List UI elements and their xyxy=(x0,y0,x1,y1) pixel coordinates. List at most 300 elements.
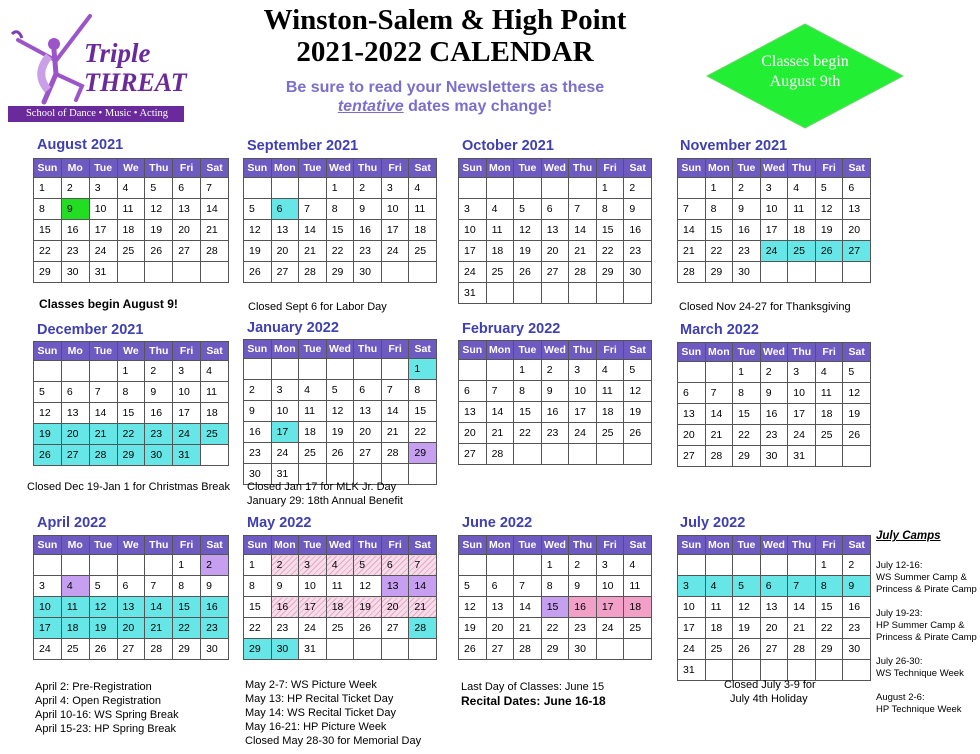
day-cell: 13 xyxy=(843,199,871,220)
day-cell: 18 xyxy=(705,618,733,639)
day-cell: 24 xyxy=(760,241,788,262)
note-jan-1: Closed Jan 17 for MLK Jr. Day xyxy=(247,481,397,493)
day-cell: 3 xyxy=(271,380,299,401)
day-cell: 29 xyxy=(541,639,569,660)
newsletter-notice-line2 xyxy=(240,98,650,116)
day-cell: 7 xyxy=(89,382,117,403)
day-header: Sun xyxy=(34,536,62,555)
camp-1-line3: Princess & Pirate Camp xyxy=(876,584,977,595)
day-header: Mon xyxy=(271,159,299,178)
week-row xyxy=(34,199,229,220)
day-header: Mo xyxy=(61,159,89,178)
day-cell xyxy=(843,262,871,283)
day-cell: 2 xyxy=(760,362,788,383)
day-cell: 8 xyxy=(705,199,733,220)
day-header: Fri xyxy=(381,159,409,178)
day-cell: 1 xyxy=(117,361,145,382)
day-cell: 2 xyxy=(541,360,569,381)
day-cell: 3 xyxy=(299,555,327,576)
month-title-may: May 2022 xyxy=(247,515,312,531)
day-cell: 23 xyxy=(541,423,569,444)
day-cell: 18 xyxy=(201,403,229,424)
day-cell: 10 xyxy=(89,199,117,220)
day-cell: 24 xyxy=(788,425,816,446)
day-cell: 21 xyxy=(381,422,409,443)
day-cell: 5 xyxy=(733,576,761,597)
day-cell: 4 xyxy=(201,361,229,382)
day-cell xyxy=(244,178,272,199)
day-header: Thu xyxy=(145,159,173,178)
day-cell: 6 xyxy=(486,576,514,597)
day-cell: 19 xyxy=(514,241,542,262)
day-cell: 18 xyxy=(815,404,843,425)
day-cell: 22 xyxy=(514,423,542,444)
day-cell xyxy=(459,178,487,199)
calendar-november xyxy=(677,158,871,283)
week-row xyxy=(459,360,652,381)
week-row xyxy=(459,283,652,304)
badge-text xyxy=(705,52,905,92)
day-cell: 17 xyxy=(89,220,117,241)
day-header: Sun xyxy=(244,159,272,178)
day-cell xyxy=(541,283,569,304)
day-cell: 30 xyxy=(760,446,788,467)
day-cell: 27 xyxy=(459,444,487,465)
day-cell: 26 xyxy=(89,639,117,660)
day-cell xyxy=(409,464,437,485)
day-cell: 26 xyxy=(34,445,62,466)
week-row xyxy=(34,555,229,576)
day-cell: 7 xyxy=(381,380,409,401)
day-cell: 29 xyxy=(733,446,761,467)
day-cell: 28 xyxy=(201,241,229,262)
day-cell: 1 xyxy=(596,178,624,199)
day-header: Sat xyxy=(843,343,871,362)
note-aug: Classes begin August 9! xyxy=(39,297,178,311)
week-row xyxy=(678,576,871,597)
week-row xyxy=(678,199,871,220)
month-title-jan: January 2022 xyxy=(247,320,339,336)
day-cell: 14 xyxy=(299,220,327,241)
day-cell: 7 xyxy=(486,381,514,402)
day-header: Fri xyxy=(381,340,409,359)
day-cell: 14 xyxy=(569,220,597,241)
day-cell: 22 xyxy=(326,241,354,262)
day-cell xyxy=(34,361,62,382)
day-header: Sat xyxy=(843,536,871,555)
week-row xyxy=(244,576,437,597)
day-cell xyxy=(514,444,542,465)
day-header: Sun xyxy=(459,536,487,555)
week-row xyxy=(459,178,652,199)
day-cell: 16 xyxy=(145,403,173,424)
day-cell: 28 xyxy=(381,443,409,464)
day-header: Sat xyxy=(409,340,437,359)
day-cell: 5 xyxy=(815,178,843,199)
day-cell: 27 xyxy=(760,639,788,660)
day-cell: 23 xyxy=(145,424,173,445)
week-row xyxy=(459,444,652,465)
day-cell: 8 xyxy=(596,199,624,220)
day-cell: 28 xyxy=(145,639,173,660)
day-cell: 2 xyxy=(244,380,272,401)
day-cell: 25 xyxy=(409,241,437,262)
week-row xyxy=(678,446,871,467)
camp-4-line2: HP Technique Week xyxy=(876,704,962,715)
day-cell: 4 xyxy=(486,199,514,220)
week-row xyxy=(244,220,437,241)
week-row xyxy=(678,425,871,446)
day-cell: 11 xyxy=(486,220,514,241)
week-row xyxy=(34,220,229,241)
day-cell: 27 xyxy=(61,445,89,466)
day-cell: 23 xyxy=(843,618,871,639)
day-cell: 9 xyxy=(541,381,569,402)
day-cell: 28 xyxy=(678,262,706,283)
camp-2-line3: Princess & Pirate Camp xyxy=(876,632,977,643)
day-cell: 17 xyxy=(760,220,788,241)
day-header: Mo xyxy=(61,342,89,361)
day-cell: 20 xyxy=(760,618,788,639)
day-cell: 13 xyxy=(760,597,788,618)
day-cell: 10 xyxy=(34,597,62,618)
day-cell: 20 xyxy=(354,422,382,443)
day-cell: 3 xyxy=(788,362,816,383)
day-header: Wed xyxy=(326,159,354,178)
day-cell xyxy=(843,660,871,681)
day-cell: 24 xyxy=(271,443,299,464)
note-may-5: Closed May 28-30 for Memorial Day xyxy=(245,735,422,747)
day-cell: 2 xyxy=(843,555,871,576)
day-cell: 16 xyxy=(843,597,871,618)
week-row xyxy=(678,362,871,383)
day-header: Fri xyxy=(173,342,201,361)
logo xyxy=(4,4,186,124)
day-header: Sat xyxy=(624,341,652,360)
week-row xyxy=(34,241,229,262)
day-cell: 8 xyxy=(173,576,201,597)
day-cell: 15 xyxy=(409,401,437,422)
day-cell: 6 xyxy=(678,383,706,404)
day-cell: 27 xyxy=(541,262,569,283)
day-cell: 14 xyxy=(705,404,733,425)
logo-tagline: School of Dance • Music • Acting xyxy=(25,108,169,119)
day-header: Sat xyxy=(201,159,229,178)
july-camps-title: July Camps xyxy=(876,530,941,542)
day-cell xyxy=(409,639,437,660)
day-cell: 6 xyxy=(117,576,145,597)
day-cell: 29 xyxy=(244,639,272,660)
day-cell: 20 xyxy=(271,241,299,262)
day-cell xyxy=(61,555,89,576)
page-subtitle: 2021-2022 CALENDAR xyxy=(296,36,594,68)
week-row xyxy=(459,555,652,576)
day-cell: 31 xyxy=(173,445,201,466)
day-cell: 3 xyxy=(459,199,487,220)
day-cell: 21 xyxy=(705,425,733,446)
note-apr-1: April 2: Pre-Registration xyxy=(35,681,152,693)
day-cell: 1 xyxy=(733,362,761,383)
month-title-jul: July 2022 xyxy=(680,515,746,531)
day-header: Tue xyxy=(299,340,327,359)
day-cell: 3 xyxy=(678,576,706,597)
day-header: Wed xyxy=(760,159,788,178)
day-cell: 1 xyxy=(34,178,62,199)
day-cell: 10 xyxy=(271,401,299,422)
day-cell: 8 xyxy=(409,380,437,401)
day-cell: 17 xyxy=(788,404,816,425)
day-cell xyxy=(678,362,706,383)
day-cell: 11 xyxy=(201,382,229,403)
day-cell xyxy=(173,262,201,283)
day-cell: 12 xyxy=(815,199,843,220)
day-cell: 16 xyxy=(354,220,382,241)
day-header: Wed xyxy=(541,341,569,360)
day-cell: 17 xyxy=(569,402,597,423)
day-cell: 19 xyxy=(89,618,117,639)
day-cell: 31 xyxy=(299,639,327,660)
day-cell xyxy=(61,361,89,382)
day-cell: 3 xyxy=(381,178,409,199)
day-cell: 2 xyxy=(624,178,652,199)
day-cell: 15 xyxy=(705,220,733,241)
day-cell: 8 xyxy=(815,576,843,597)
day-cell: 28 xyxy=(569,262,597,283)
day-cell: 27 xyxy=(843,241,871,262)
day-cell: 14 xyxy=(678,220,706,241)
day-header: Sat xyxy=(624,159,652,178)
day-cell: 14 xyxy=(409,576,437,597)
day-cell: 28 xyxy=(299,262,327,283)
day-cell xyxy=(145,555,173,576)
week-row xyxy=(244,422,437,443)
day-cell: 10 xyxy=(596,576,624,597)
week-row xyxy=(459,241,652,262)
day-cell: 12 xyxy=(733,597,761,618)
calendar-september xyxy=(243,158,437,283)
day-cell: 4 xyxy=(624,555,652,576)
day-cell: 11 xyxy=(299,401,327,422)
calendar-january xyxy=(243,339,437,485)
day-cell: 3 xyxy=(569,360,597,381)
day-cell: 12 xyxy=(843,383,871,404)
day-cell: 24 xyxy=(381,241,409,262)
day-cell xyxy=(381,262,409,283)
logo-word-triple: Triple xyxy=(84,38,151,68)
day-header: We xyxy=(117,342,145,361)
day-cell: 6 xyxy=(61,382,89,403)
day-cell: 13 xyxy=(541,220,569,241)
day-cell: 30 xyxy=(843,639,871,660)
day-cell: 7 xyxy=(514,576,542,597)
day-cell: 1 xyxy=(705,178,733,199)
day-header: Tue xyxy=(514,536,542,555)
day-cell: 8 xyxy=(733,383,761,404)
day-cell: 30 xyxy=(145,445,173,466)
day-cell: 2 xyxy=(201,555,229,576)
day-header: Thu xyxy=(788,536,816,555)
day-cell: 11 xyxy=(596,381,624,402)
day-cell: 3 xyxy=(760,178,788,199)
week-row xyxy=(34,262,229,283)
day-header: Tue xyxy=(733,536,761,555)
day-cell: 1 xyxy=(326,178,354,199)
day-cell: 21 xyxy=(299,241,327,262)
day-cell: 15 xyxy=(117,403,145,424)
day-cell: 24 xyxy=(299,618,327,639)
day-header: Thu xyxy=(788,343,816,362)
day-cell: 5 xyxy=(89,576,117,597)
day-cell xyxy=(678,555,706,576)
day-header: Mon xyxy=(705,159,733,178)
day-cell: 25 xyxy=(788,241,816,262)
day-cell: 10 xyxy=(459,220,487,241)
day-cell: 7 xyxy=(569,199,597,220)
day-cell xyxy=(815,262,843,283)
day-cell: 27 xyxy=(117,639,145,660)
day-cell xyxy=(117,262,145,283)
day-cell: 17 xyxy=(596,597,624,618)
note-jul-1: Closed July 3-9 for xyxy=(724,679,816,691)
note-may-1: May 2-7: WS Picture Week xyxy=(245,679,377,691)
day-cell xyxy=(326,639,354,660)
badge-line1: Classes begin xyxy=(761,53,849,70)
day-cell: 9 xyxy=(61,199,89,220)
day-cell: 8 xyxy=(514,381,542,402)
day-header: Tue xyxy=(89,342,117,361)
day-cell: 7 xyxy=(299,199,327,220)
day-cell: 19 xyxy=(354,597,382,618)
logo-word-threat: THREAT xyxy=(84,68,187,97)
day-cell xyxy=(624,639,652,660)
day-cell: 8 xyxy=(244,576,272,597)
day-cell: 13 xyxy=(173,199,201,220)
camp-3-date: July 26-30: xyxy=(876,656,923,667)
day-header: Tue xyxy=(514,341,542,360)
day-cell: 22 xyxy=(244,618,272,639)
day-cell: 22 xyxy=(596,241,624,262)
week-row xyxy=(34,178,229,199)
day-cell: 20 xyxy=(486,618,514,639)
day-cell: 25 xyxy=(201,424,229,445)
day-cell: 7 xyxy=(678,199,706,220)
day-cell: 24 xyxy=(34,639,62,660)
day-cell: 5 xyxy=(459,576,487,597)
day-cell: 26 xyxy=(733,639,761,660)
day-cell xyxy=(145,262,173,283)
day-cell: 11 xyxy=(705,597,733,618)
day-header: Wed xyxy=(541,536,569,555)
day-cell xyxy=(596,283,624,304)
day-cell: 12 xyxy=(145,199,173,220)
day-cell: 17 xyxy=(299,597,327,618)
day-cell: 4 xyxy=(788,178,816,199)
day-cell: 6 xyxy=(173,178,201,199)
day-cell: 19 xyxy=(34,424,62,445)
day-cell: 6 xyxy=(271,199,299,220)
camp-1-date: July 12-16: xyxy=(876,560,923,571)
day-cell: 29 xyxy=(173,639,201,660)
day-cell: 26 xyxy=(354,618,382,639)
day-cell: 18 xyxy=(326,597,354,618)
page-title: Winston-Salem & High Point xyxy=(263,4,627,36)
day-header: Wed xyxy=(760,343,788,362)
day-cell: 7 xyxy=(788,576,816,597)
day-cell: 17 xyxy=(34,618,62,639)
day-cell: 17 xyxy=(173,403,201,424)
newsletter-notice: Be sure to read your Newsletters as these xyxy=(285,79,605,96)
day-header: Wed xyxy=(760,536,788,555)
day-cell xyxy=(569,444,597,465)
day-cell: 19 xyxy=(326,422,354,443)
day-cell: 16 xyxy=(244,422,272,443)
day-header: Sat xyxy=(624,536,652,555)
day-cell: 29 xyxy=(117,445,145,466)
week-row xyxy=(34,639,229,660)
day-header: Fri xyxy=(815,343,843,362)
day-cell: 7 xyxy=(409,555,437,576)
day-cell: 13 xyxy=(678,404,706,425)
day-cell: 25 xyxy=(596,423,624,444)
day-cell: 18 xyxy=(61,618,89,639)
day-cell: 8 xyxy=(541,576,569,597)
week-row xyxy=(459,576,652,597)
day-cell: 14 xyxy=(486,402,514,423)
day-cell: 17 xyxy=(381,220,409,241)
day-cell: 14 xyxy=(381,401,409,422)
day-header: Mon xyxy=(705,343,733,362)
day-cell xyxy=(596,639,624,660)
day-header: Thu xyxy=(569,159,597,178)
day-header: Sun xyxy=(244,340,272,359)
day-header: Sun xyxy=(244,536,272,555)
day-cell: 11 xyxy=(117,199,145,220)
calendar-march xyxy=(677,342,871,467)
day-cell: 3 xyxy=(34,576,62,597)
week-row xyxy=(34,445,229,466)
day-cell: 13 xyxy=(486,597,514,618)
day-cell: 5 xyxy=(843,362,871,383)
day-cell: 21 xyxy=(409,597,437,618)
week-row xyxy=(459,381,652,402)
day-cell: 18 xyxy=(486,241,514,262)
day-cell: 14 xyxy=(89,403,117,424)
day-header: Thu xyxy=(354,159,382,178)
day-cell: 15 xyxy=(34,220,62,241)
day-cell: 12 xyxy=(244,220,272,241)
note-nov: Closed Nov 24-27 for Thanksgiving xyxy=(679,301,851,313)
day-cell: 9 xyxy=(843,576,871,597)
day-cell: 30 xyxy=(733,262,761,283)
camp-4-date: August 2-6: xyxy=(876,692,925,703)
day-cell: 26 xyxy=(624,423,652,444)
day-cell: 29 xyxy=(409,443,437,464)
day-header: Sat xyxy=(843,159,871,178)
day-cell: 12 xyxy=(514,220,542,241)
day-cell xyxy=(299,178,327,199)
day-cell: 18 xyxy=(788,220,816,241)
day-cell: 20 xyxy=(678,425,706,446)
day-cell: 25 xyxy=(326,618,354,639)
day-cell xyxy=(299,359,327,380)
day-cell: 20 xyxy=(61,424,89,445)
day-cell: 14 xyxy=(145,597,173,618)
day-cell xyxy=(514,555,542,576)
day-header: Thu xyxy=(354,340,382,359)
day-cell: 9 xyxy=(145,382,173,403)
day-cell: 9 xyxy=(244,401,272,422)
day-header: Thu xyxy=(788,159,816,178)
